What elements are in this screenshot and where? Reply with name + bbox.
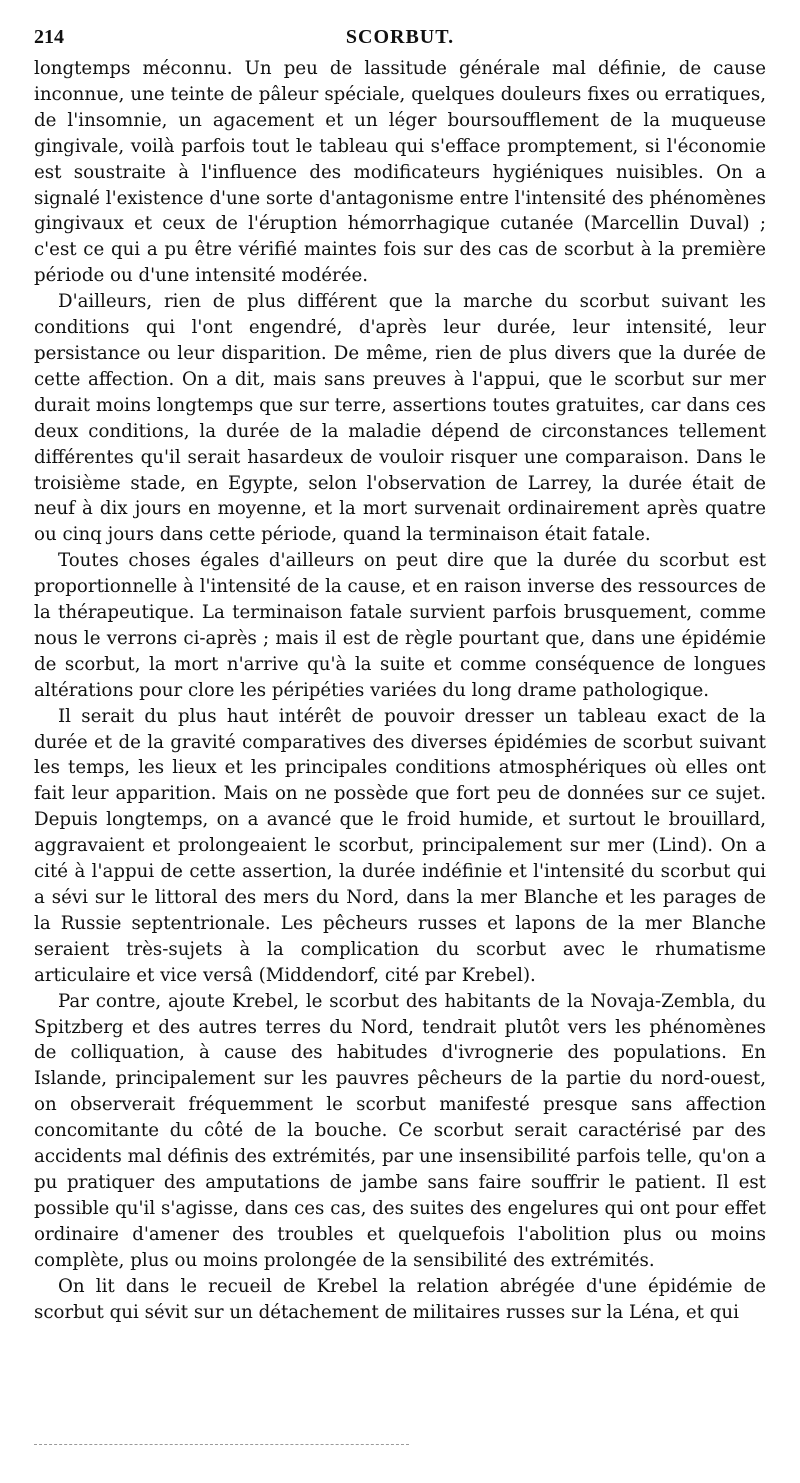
paragraph: Par contre, ajoute Krebel, le scorbut des habitants de la Novaja-Zembla, du Spitzberg et des autres terres du Nord, tendrait plutôt vers les phénomènes de colliquation, à cause des habitudes d'ivrognerie des populations. En Islande, principalement sur les pauvres pêcheurs de la partie du nord-ouest, on observerait fréquemment le scorbut manifesté presque sans affection concomitante du côté de la bouche. Ce scorbut serait caractérisé par des accidents mal définis des extrémités, par une insensibilité parfois telle, qu'on a pu pratiquer des amputations de jambe sans faire souffrir le patient. Il est possible qu'il s'agisse, dans ces cas, des suites des engelures qui ont pour effet ordinaire d'amener des troubles et quelquefois l'abolition plus ou moins complète, plus ou moins prolongée de la sensibilité des extrémités. <box>34 990 766 1271</box>
running-title: SCORBUT. <box>345 26 455 48</box>
paragraph: Toutes choses égales d'ailleurs on peut dire que la durée du scorbut est proportionnelle à l'intensité de la cause, et en raison inverse des ressources de la thérapeutique. La terminaison fatale survient parfois brusquement, comme nous le verrons ci-après ; mais il est de règle pourtant que, dans une épidémie de scorbut, la mort n'arrive qu'à la suite et comme conséquence de longues altérations pour clore les péripéties variées du long drame pathologique. <box>34 550 766 701</box>
page-header <box>34 26 766 56</box>
page-number: 214 <box>34 26 64 48</box>
paragraph: D'ailleurs, rien de plus différent que la marche du scorbut suivant les conditions qui l'ont engendré, d'après leur durée, leur intensité, leur persistance ou leur disparition. De même, rien de plus divers que la durée de cette affection. On a dit, mais sans preuves à l'appui, que le scorbut sur mer durait moins longtemps que sur terre, assertions toutes gratuites, car dans ces deux conditions, la durée de la maladie dépend de circonstances tellement différentes qu'il serait hasardeux de vouloir risquer une comparaison. Dans le troisième stade, en Egypte, selon l'observation de Larrey, la durée était de neuf à dix jours en moyenne, et la mort survenait ordinairement après quatre ou cinq jours dans cette période, quand la terminaison était fatale. <box>34 291 766 546</box>
footer-divider <box>34 1444 409 1445</box>
body-text <box>34 56 766 1325</box>
book-page <box>34 26 766 1325</box>
paragraph-continued: longtemps méconnu. Un peu de lassitude générale mal définie, de cause inconnue, une teinte de pâleur spéciale, quelques douleurs fixes ou erratiques, de l'insomnie, un agacement et un léger boursoufflement de la muqueuse gingivale, voilà parfois tout le tableau qui s'efface promptement, si l'économie est soustraite à l'influence des modificateurs hygiéniques nuisibles. On a signalé l'existence d'une sorte d'antagonisme entre l'intensité des phénomènes gingivaux et ceux de l'éruption hémorrhagique cutanée (Marcellin Duval) ; c'est ce qui a pu être vérifié maintes fois sur des cas de scorbut à la première période ou d'une intensité modérée. <box>34 58 766 287</box>
paragraph: On lit dans le recueil de Krebel la relation abrégée d'une épidémie de scorbut qui sévit sur un détachement de militaires russes sur la Léna, et qui <box>34 1275 766 1323</box>
paragraph: Il serait du plus haut intérêt de pouvoir dresser un tableau exact de la durée et de la gravité comparatives des diverses épidémies de scorbut suivant les temps, les lieux et les principales conditions atmosphériques où elles ont fait leur apparition. Mais on ne possède que fort peu de données sur ce sujet. Depuis longtemps, on a avancé que le froid humide, et surtout le brouillard, aggravaient et prolongeaient le scorbut, principalement sur mer (Lind). On a cité à l'appui de cette assertion, la durée indéfinie et l'intensité du scorbut qui a sévi sur le littoral des mers du Nord, dans la mer Blanche et les parages de la Russie septentrionale. Les pêcheurs russes et lapons de la mer Blanche seraient très-sujets à la complication du scorbut avec le rhumatisme articulaire et vice versâ (Middendorf, cité par Krebel). <box>34 705 766 986</box>
